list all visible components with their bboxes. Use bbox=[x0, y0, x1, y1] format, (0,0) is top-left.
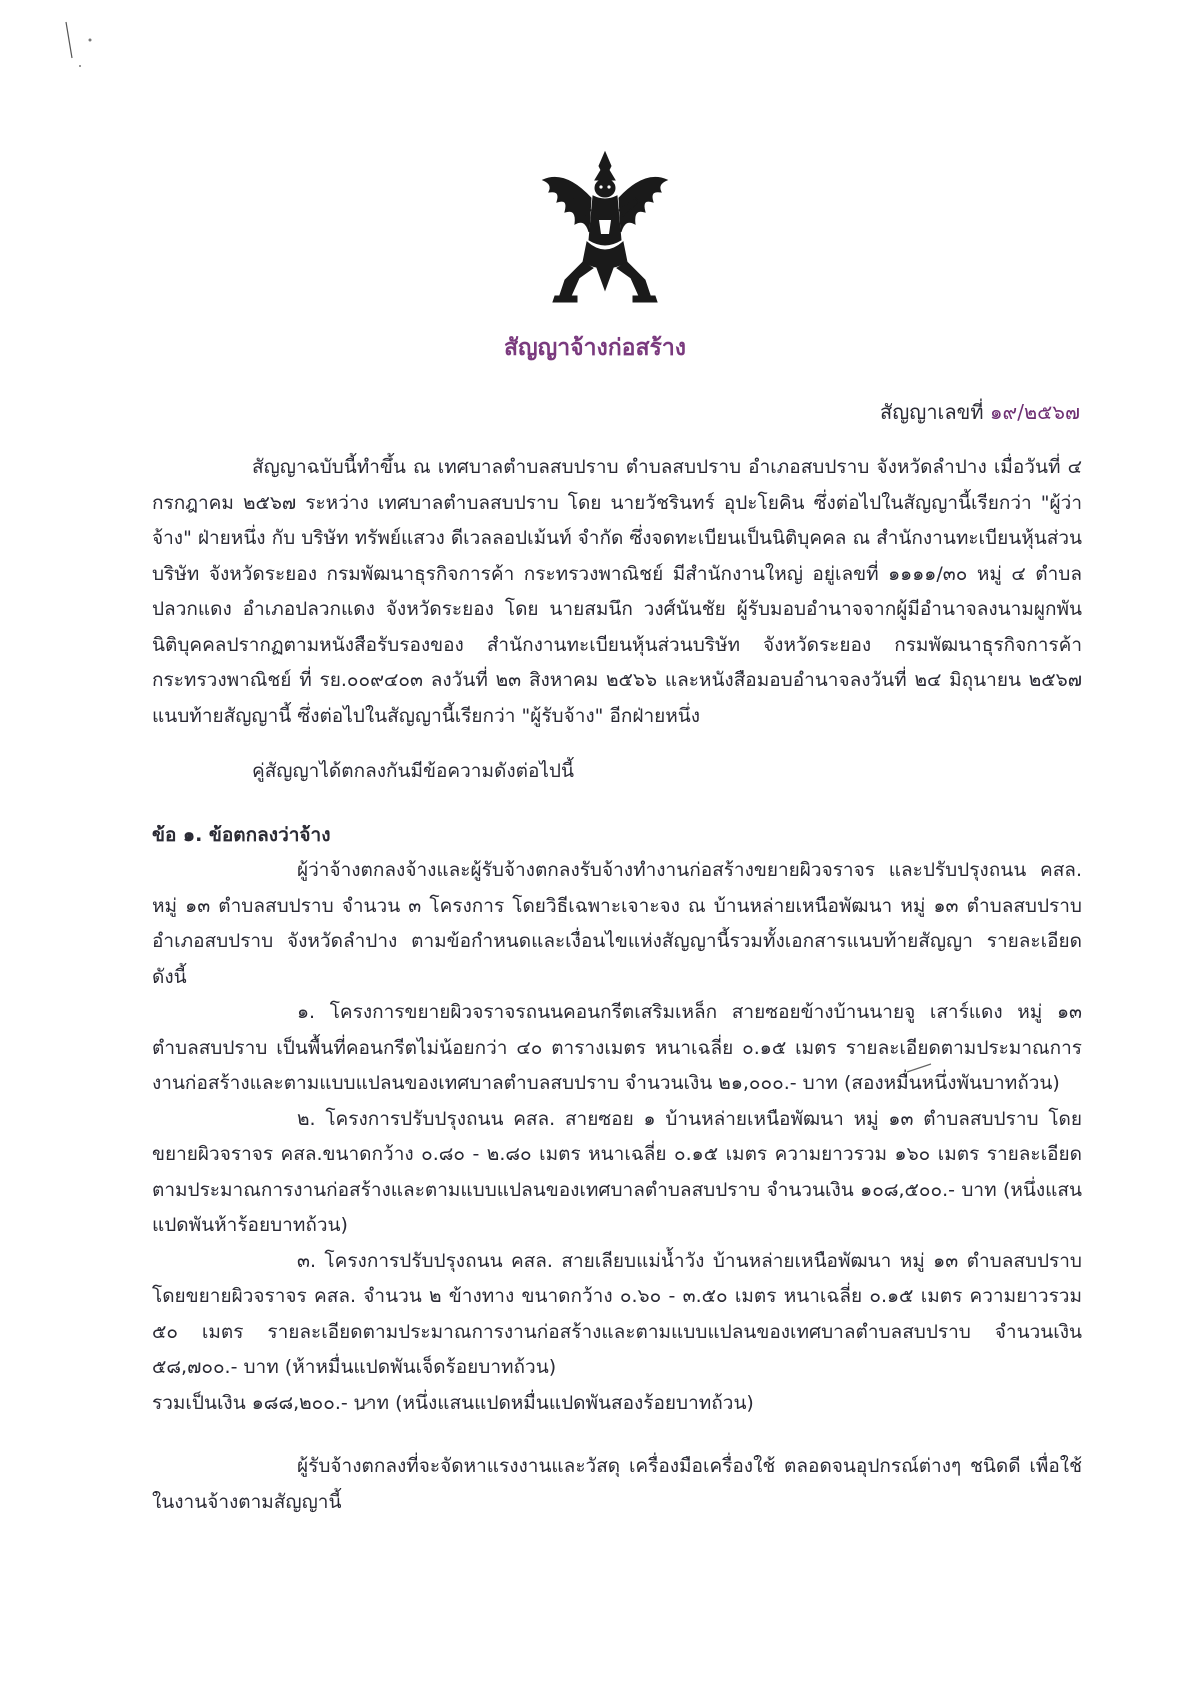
contract-number-value: ๑๙/๒๕๖๗ bbox=[989, 400, 1080, 424]
scan-artifact bbox=[60, 18, 110, 78]
supply-statement: ผู้รับจ้างตกลงที่จะจัดหาแรงงานและวัสดุ เครื่องมือเครื่องใช้ ตลอดจนอุปกรณ์ต่างๆ ชนิดดี เพื่อใช้ในงานจ้างตามสัญญานี้ bbox=[152, 1455, 1082, 1513]
clause-1-heading: ข้อ ๑. ข้อตกลงว่าจ้าง bbox=[152, 823, 331, 846]
clause-1-intro: ผู้ว่าจ้างตกลงจ้างและผู้รับจ้างตกลงรับจ้างทำงานก่อสร้างขยายผิวจราจร และปรับปรุงถนน คสล. หมู่ ๑๓ ตำบลสบปราบ จำนวน ๓ โครงการ โดยวิธีเฉพาะเจาะจง ณ บ้านหล่ายเหนือพัฒนา หมู่ ๑๓ ตำบลสบปราบ อำเภอสบปราบ จังหวัดลำปาง ตามข้อกำหนดและเงื่อนไขแห่งสัญญานี้รวมทั้งเอกสารแนบท้ายสัญญา รายละเอียดดังนี้ bbox=[152, 859, 1082, 988]
project-item-2: ๒. โครงการปรับปรุงถนน คสล. สายซอย ๑ บ้านหล่ายเหนือพัฒนา หมู่ ๑๓ ตำบลสบปราบ โดยขยายผิวจราจร คสล.ขนาดกว้าง ๐.๘๐ - ๒.๘๐ เมตร หนาเฉลี่ย ๐.๑๕ เมตร ความยาวรวม ๑๖๐ เมตร รายละเอียดตามประมาณการงานก่อสร้างและตามแบบแปลนของเทศบาลตำบลสบปราบ จำนวนเงิน ๑๐๘,๕๐๐.- บาท (หนึ่งแสนแปดพันห้าร้อยบาทถ้วน) bbox=[152, 1107, 1082, 1236]
project-item-3: ๓. โครงการปรับปรุงถนน คสล. สายเลียบแม่น้ำวัง บ้านหล่ายเหนือพัฒนา หมู่ ๑๓ ตำบลสบปราบ โดยขยายผิวจราจร คสล. จำนวน ๒ ข้างทาง ขนาดกว้าง ๐.๖๐ - ๓.๕๐ เมตร หนาเฉลี่ย ๐.๑๕ เมตร ความยาวรวม ๕๐ เมตร รายละเอียดตามประมาณการงานก่อสร้างและตามแบบแปลนของเทศบาลตำบลสบปราบ จำนวนเงิน ๕๘,๗๐๐.- บาท (ห้าหมื่นแปดพันเจ็ดร้อยบาทถ้วน) bbox=[152, 1249, 1082, 1378]
document-title: สัญญาจ้างก่อสร้าง bbox=[503, 335, 687, 361]
project-item-1: ๑. โครงการขยายผิวจราจรถนนคอนกรีตเสริมเหล็ก สายซอยข้างบ้านนายจู เสาร์แดง หมู่ ๑๓ ตำบลสบปราบ เป็นพื้นที่คอนกรีตไม่น้อยกว่า ๔๐ ตารางเมตร หนาเฉลี่ย ๐.๑๕ เมตร รายละเอียดตามประมาณการงานก่อสร้างและตามแบบแปลนของเทศบาลตำบลสบปราบ จำนวนเงิน ๒๑,๐๐๐.- บาท (สองหมื่นหนึ่งพันบาทถ้วน) bbox=[152, 1001, 1082, 1094]
pen-tick-mark bbox=[905, 1060, 935, 1076]
garuda-emblem-icon bbox=[535, 150, 675, 305]
agreement-statement: คู่สัญญาได้ตกลงกันมีข้อความดังต่อไปนี้ bbox=[252, 760, 574, 782]
total-amount: รวมเป็นเงิน ๑๘๘,๒๐๐.- บาท (หนึ่งแสนแปดหมื่นแปดพันสองร้อยบาทถ้วน) bbox=[152, 1391, 754, 1414]
contract-number bbox=[880, 396, 1080, 428]
contract-number-label: สัญญาเลขที่ bbox=[880, 400, 984, 424]
pen-tick-mark bbox=[355, 1398, 375, 1412]
document-body bbox=[152, 450, 1082, 1520]
preamble-paragraph: สัญญาฉบับนี้ทำขึ้น ณ เทศบาลตำบลสบปราบ ตำบลสบปราบ อำเภอสบปราบ จังหวัดลำปาง เมื่อวันที่ ๔ กรกฎาคม ๒๕๖๗ ระหว่าง เทศบาลตำบลสบปราบ โดย นายวัชรินทร์ อุปะโยคิน ซึ่งต่อไปในสัญญานี้เรียกว่า "ผู้ว่าจ้าง" ฝ่ายหนึ่ง กับ บริษัท ทรัพย์แสวง ดีเวลลอปเม้นท์ จำกัด ซึ่งจดทะเบียนเป็นนิติบุคคล ณ สำนักงานทะเบียนหุ้นส่วนบริษัท จังหวัดระยอง กรมพัฒนาธุรกิจการค้า กระทรวงพาณิชย์ มีสำนักงานใหญ่ อยู่เลขที่ ๑๑๑๑/๓๐ หมู่ ๔ ตำบลปลวกแดง อำเภอปลวกแดง จังหวัดระยอง โดย นายสมนึก วงศ์นันชัย ผู้รับมอบอำนาจจากผู้มีอำนาจลงนามผูกพันนิติบุคคลปรากฏตามหนังสือรับรองของ สำนักงานทะเบียนหุ้นส่วนบริษัท จังหวัดระยอง กรมพัฒนาธุรกิจการค้า กระทรวงพาณิชย์ ที่ รย.๐๐๙๔๐๓ ลงวันที่ ๒๓ สิงหาคม ๒๕๖๖ และหนังสือมอบอำนาจลงวันที่ ๒๔ มิถุนายน ๒๕๖๗ แนบท้ายสัญญานี้ ซึ่งต่อไปในสัญญานี้เรียกว่า "ผู้รับจ้าง" อีกฝ่ายหนึ่ง bbox=[152, 456, 1082, 727]
